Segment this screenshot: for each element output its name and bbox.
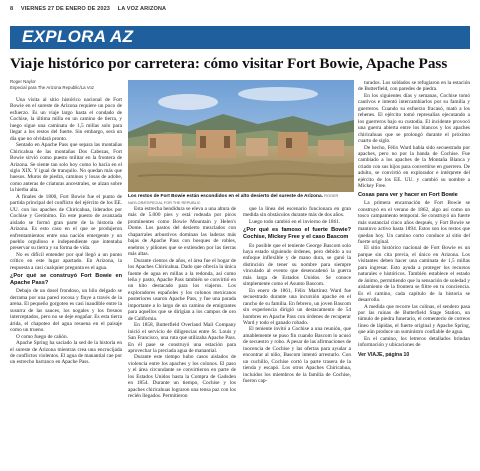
article-column-2 <box>128 206 236 469</box>
jump-line: Ver VIAJE, página 10 <box>358 351 410 358</box>
subheading: ¿Por qué se construyó Fort Bowie en Apache Pass? <box>10 273 122 286</box>
body-paragraph: En 1858, Butterfield Overland Mail Company inició el servicio de diligencias entre St. Louis y San Francisco, una ruta que utilizaba Apache Pass. En él pase se construyó una estación para aprovechar la preciada agua de manantial. <box>128 322 236 354</box>
body-paragraph: que la línea del escenario funcionara en gran medida sin obstáculos durante más de dos años. <box>243 206 351 219</box>
subheading: ¿Por qué es famoso el fuerte Bowie? Cochise, Mickey Free y el caso Bascom <box>243 227 351 240</box>
byline <box>10 79 94 91</box>
body-paragraph: De hecho, Félix Ward había sido secuestrado por apaches, pero no por la banda de Cochise. Fue cambiado a los apaches de la Montaña Blanca y criado con sus hijos para convertirse en guerrero. De adulto, se convirtió en explorador e intérprete del ejército de los EE. UU. y cambió su nombre a Mickey Free. <box>358 144 470 190</box>
caption-text: Los restos de Fort Bowie están escondidos en el alto desierto del sureste de Arizona. <box>128 194 323 199</box>
body-paragraph: En el camino, los letreros detallados brindan información y ubicaciones de <box>358 335 470 349</box>
body-paragraph: En los siguientes días y semanas, Cochise tomó cautivos e intentó intercambiarlos por su familia y guerreros. Cuando su esfuerzo fracasó, mató a los rehenes. El ejército tomó represalias ejecutando a los guerreros bajo su custodia. El incidente provocó una guerra abierta entre los blancos y los apaches chiricahuas que se prolongó durante el próximo cuarto de siglo. <box>358 92 470 145</box>
body-paragraph: turados. Los soldados se refugiaron en la estación de Butterfield, con paredes de piedra. <box>358 80 470 93</box>
masthead <box>10 6 472 16</box>
photo-credit: ROGER NAYLOR/ESPECIAL FOR THE REPUBLIC <box>128 194 339 205</box>
body-paragraph: Esta estrecha hendidura se eleva a una altura de más de 5.000 pies y está rodeada por picos prominentes como Bowie Mountain y Helen's Dome. Los pastos del desierto mezclados con chaparrales arbustivos dominan las laderas más bajas de Apache Pass con bosques de robles, enebros y piñones que se extienden por las tierras más altas. <box>128 206 236 258</box>
article-photo <box>128 80 354 192</box>
body-paragraph: La primera encarnación de Fort Bowie se construyó en el verano de 1862, algo así como un tosco campamento temporal. Se construyó un fuerte más sustancial cinco años después, y Fort Bowie se mantuvo activo hasta 1894. Estos son los restos que quedan hoy. Un camino corto conduce al sitio del fuerte original. <box>358 200 470 246</box>
article-column-1 <box>10 97 122 469</box>
body-paragraph: Luego todo cambió en el invierno de 1861. <box>249 218 341 225</box>
article-column-3 <box>243 206 351 469</box>
issue-date: VIERNES 27 DE ENERO DE 2023 <box>20 6 111 12</box>
section-title: EXPLORA AZ <box>22 27 134 46</box>
photo-caption <box>128 193 354 207</box>
body-paragraph: O como fuego de cañón. <box>16 333 68 340</box>
body-paragraph: A finales de 1800, Fort Bowie fue el punto de partida principal del conflicto del ejército de los EE. UU. con los apaches de Chiricahua, liderados por Cochise y Gerónimo. En este puesto de avanzada aislado se formó gran parte de la historia de Arizona. Es esto caso en el que se produjeron enfrentamientos entre una nación emergente y un pueblo orgulloso e independiente que intentaba preservar su tierra y su forma de vida. <box>10 193 122 252</box>
fort-ruins-image <box>128 80 354 192</box>
article-headline: Viaje histórico por carretera: cómo visitar Fort Bowie, Apache Pass <box>10 55 448 72</box>
body-paragraph: Es posible que el teniente George Bascom solo haya estado siguiendo órdenes, pero debido a su enfoque inflexible y de mano dura, se ganó la distinción de tener su nombre para siempre vinculado al evento que desencadenó la guerra más larga de Estados Unidos. Se conoce simplemente como el Asunto Bascom. <box>243 242 351 288</box>
byline-author: Roger Naylor <box>10 79 36 84</box>
section-banner <box>10 26 470 49</box>
body-paragraph: Durante cientos de años, el área fue el hogar de los Apaches Chiricahua. Dado que ofrecía la única fuente de agua en millas a la redonda, así como leña y pasto, Apache Pass también se convirtió en un hito destacado para los viajeros. Los exploradores españoles y los colonos mexicanos posteriores usaron Apache Pass, y fue una parada importante a lo largo de un camino de emigrantes para aquellos que se dirigían a los campos de oro de California. <box>128 257 236 322</box>
body-paragraph: Durante este tiempo hubo casos aislados de violencia entre los apaches y los colonos. El paso y el área circundante se convirtieron en parte de los Estados Unidos hasta la Compra de Gadsden en 1854. Durante un tiempo, Cochise y los apaches chiricahuas lograron una tensa paz con los recién llegados. Permitieron <box>128 354 236 400</box>
body-paragraph: El teniente invitó a Cochise a una reunión, que amablemente se puso fin cuando Bascom lo acusó de secuestro y robo. A pesar de las afirmaciones de inocencia de Cochise y las ofertas para ayudar a encontrar al niño, Bascom intentó arrestarlo. Con un cuchillo, Cochise cortó la parte trasera de la tienda y escapó. Los otros Apaches Chiricahua, incluidos los miembros de la familia de Cochise, fueron cap- <box>243 326 351 385</box>
body-paragraph: Debajo de un dosel frondoso, un hilo delgado se derrama por una pared rocosa y fluye a través de la arena. El pequeño gorgoteo es casi inaudible entre la susurra de las sauces, los nogales y los fresnos interceptados, pero no se deje engañar. Es esta tierra árida, el chapoteo del agua resuena en el paisaje como un trueno. <box>10 288 122 334</box>
body-paragraph: En enero de 1861, Félix Martínez Ward fue secuestrado durante una incursión apache en el rancho de su familia. En febrero, un joven Bascom sin experiencia dirigió un destacamento de 54 hombres en Apache Pass con órdenes de recuperar Ward y todo el ganado robado. <box>243 287 351 326</box>
body-paragraph: Una visita al sitio histórico nacional de Fort Bowie en el sureste de Arizona requiere un poco de esfuerzo. Es un viaje largo hasta el condado de Cochise, la última milla en un camino de tierra, y luego sigue una caminata de 1,5 millas solo para llegar a los restos del fuerte. Sin embargo, será un día que no olvidará pronto. <box>10 97 122 142</box>
newspaper-name: LA VOZ ARIZONA <box>117 6 167 12</box>
subheading: Cosas para ver y hacer en Fort Bowie <box>358 191 458 198</box>
page-number: 8 <box>10 6 14 12</box>
body-paragraph: Sentado en Apache Pass que separa las montañas Chiricahua de las montañas Dos Cabezas, Fort Bowie sirvió como puesto militar en la frontera de Arizona. Se siente tan solo hoy como lo hacía en el siglo XIX. Y igual de tranquilo. No quedan más que huesos. Muros de piedra, caminos y losas de adobe, como anteras de criaturas ancestrales, se alzan sobre la hierba alta. <box>10 142 122 194</box>
byline-role: Especial para The Arizona Republic/La Voz <box>10 85 95 90</box>
body-paragraph: No es difícil entender por qué llegó a un punto crítico en este lugar apartado. En Arizona, la respuesta a casi cualquier pregunta es el agua. <box>10 251 122 271</box>
body-paragraph: A medida que recorre las colinas, el sendero pasa por las ruinas de Butterfield Stage Station, un túmulo de piedra funerario, el cementerio de correos líneo de lápidas, el fuerte original y Apache Spring, que aún produce un suministro confiable de agua. <box>358 303 470 336</box>
body-paragraph: Apache Spring ha saciado la sed de la historia en el sureste de Arizona mientras crea una encrucijada de conflictos violentos. El agua de manantial cae por un estrecho barranco en Apache Pass. <box>10 340 122 366</box>
body-paragraph: El sitio histórico nacional de Fort Bowie es un parque sin cita previa, el único en Arizona. Los visitantes deben hacer una caminata de 1,5 millas para ingresar. Esto ayuda a proteger los recursos naturales e históricos. También establece el estado de ánimo, permitiendo que la sensación de soledad y aislamiento de la frontera se filtre en tu conciencia. Es el camino, cada capítulo de la historia se desarrolla. <box>358 245 470 304</box>
article-column-4 <box>358 80 470 469</box>
